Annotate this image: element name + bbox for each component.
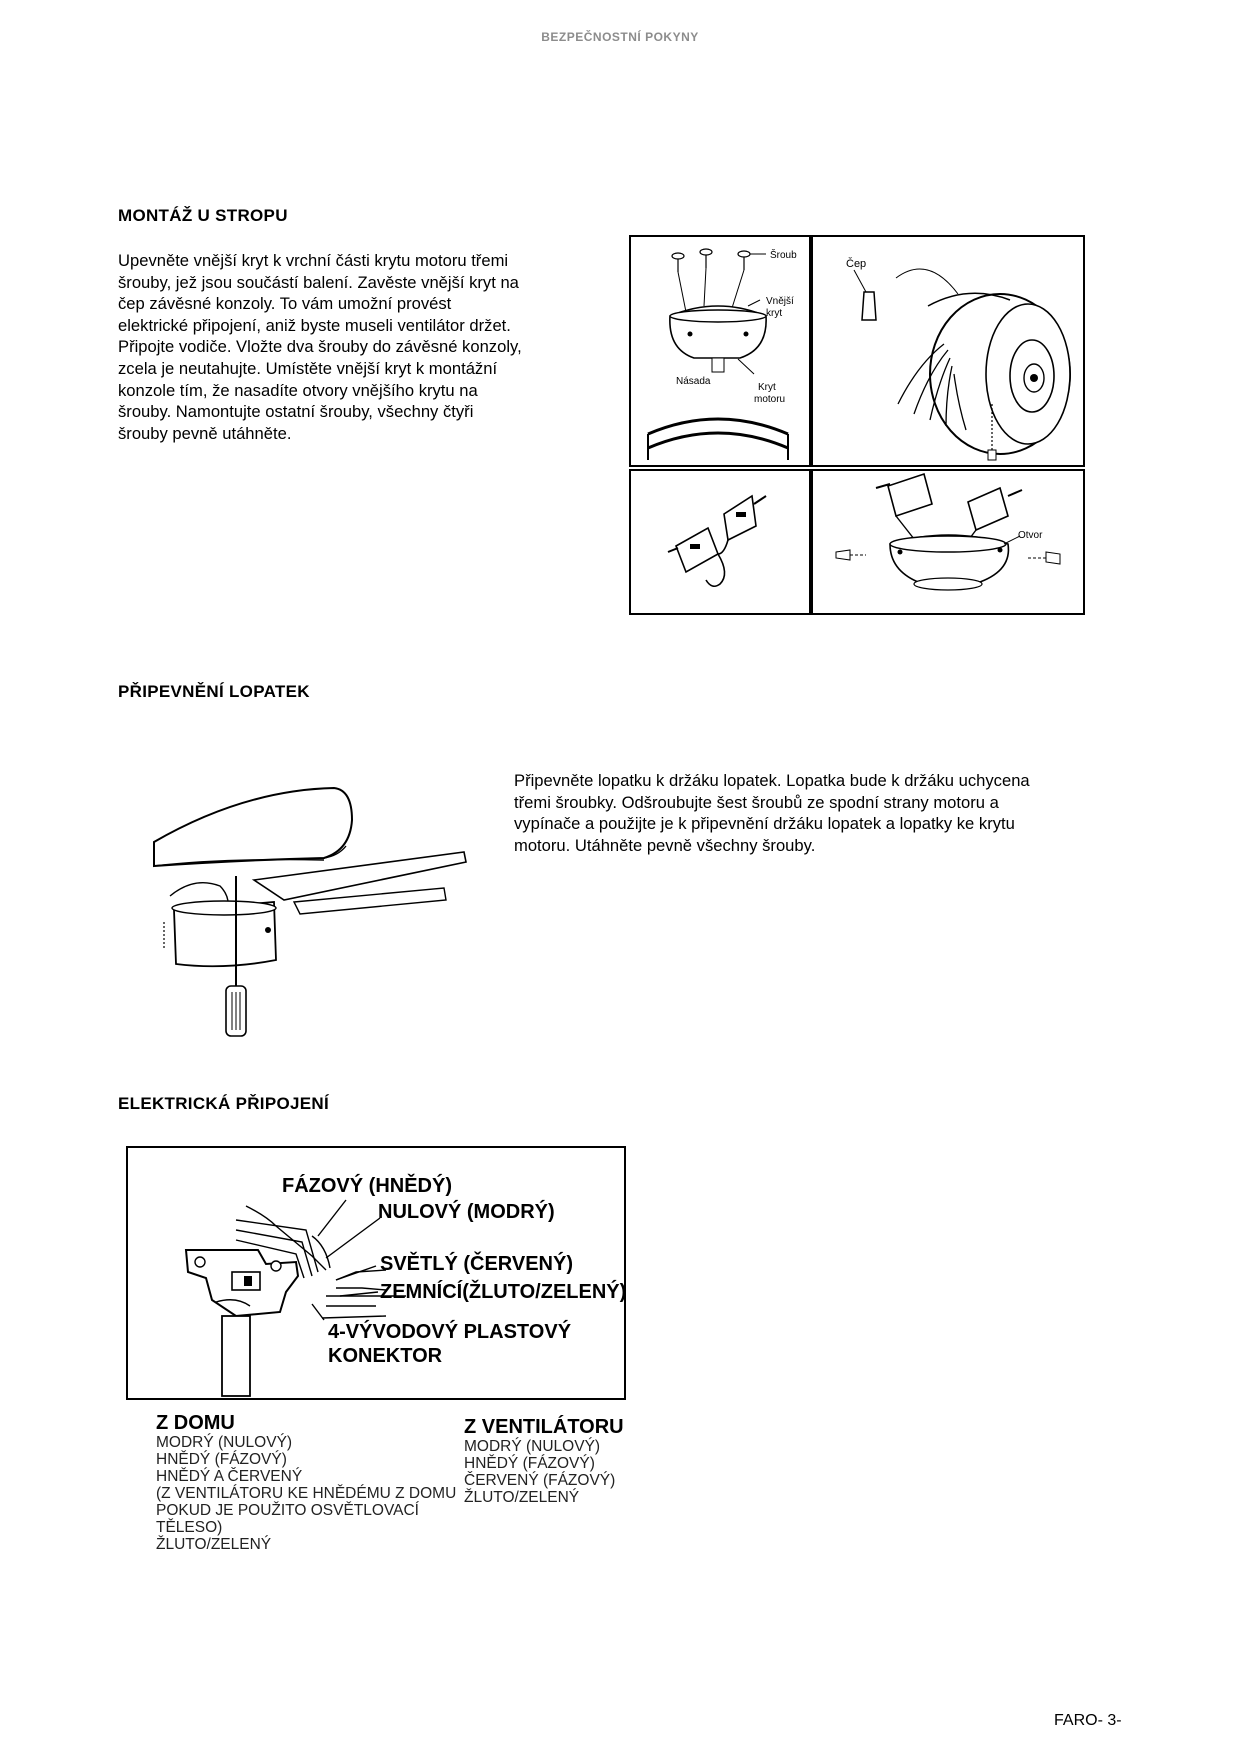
list-item: ČERVENÝ (FÁZOVÝ) [464,1472,616,1489]
label-neutral: NULOVÝ (MODRÝ) [378,1201,555,1223]
list-item: (Z VENTILÁTORU KE HNĚDÉMU Z DOMU [156,1485,457,1502]
label-connector: 4-VÝVODOVÝ PLASTOVÝ [328,1321,572,1343]
list-item: MODRÝ (NULOVÝ) [464,1438,601,1455]
from-fan-title: Z VENTILÁTORU [464,1416,624,1438]
label-outer-cover: kryt [766,308,783,319]
panel-mounting-holes [812,470,1084,614]
blade-attachment-text [514,770,1154,856]
list-item: MODRÝ (NULOVÝ) [156,1434,293,1451]
list-item: ŽLUTO/ZELENÝ [156,1536,272,1553]
panel-outer-cover [630,236,810,466]
label-motor-cover: Kryt [758,382,776,393]
label-light: SVĚTLÝ (ČERVENÝ) [380,1253,573,1275]
label-motor-cover: motoru [754,394,786,405]
wiring-diagram [126,1146,626,1400]
text-line: konzole tím, že nasadíte otvory vnějšího krytu na [118,380,478,400]
from-house-title: Z DOMU [156,1412,235,1434]
text-line: šrouby. Namontujte ostatní šrouby, všechny čtyři [118,402,474,422]
text-line: Upevněte vnější kryt k vrchní části krytu motoru třemi [118,251,509,270]
label-downrod: Násada [676,376,711,387]
list-item: POKUD JE POUŽITO OSVĚTLOVACÍ [156,1502,419,1519]
text-line: šrouby, jež jsou součástí balení. Zavěste vnější kryt na [118,272,519,292]
text-line: třemi šroubky. Odšroubujte šest šroubů ze spodní strany motoru a [514,792,999,812]
panel-bracket-screws [630,470,810,614]
text-line: vypínače a použijte je k připevnění držáku lopatek a lopatky ke krytu [514,814,1015,834]
label-ground: ZEMNÍCÍ(ŽLUTO/ZELENÝ) [380,1281,626,1303]
list-item: HNĚDÝ (FÁZOVÝ) [464,1455,595,1472]
label-hole: Otvor [1018,530,1043,541]
blade-attachment-figure [124,780,494,1040]
label-outer-cover: Vnější [766,296,794,307]
list-item: HNĚDÝ (FÁZOVÝ) [156,1451,287,1468]
text-line: Připevněte lopatku k držáku lopatek. Lopatka bude k držáku uchycena [514,771,1030,790]
list-item: HNĚDÝ A ČERVENÝ [156,1468,303,1485]
panel-hanging-pin [812,236,1084,466]
label-pin: Čep [846,258,867,270]
label-connector: KONEKTOR [328,1345,443,1367]
text-line: šrouby pevně utáhněte. [118,423,292,443]
text-line: elektrické připojení, aniž byste museli ventilátor držet. [118,315,511,335]
label-screw: Šroub [770,250,797,261]
section-heading-electrical: ELEKTRICKÁ PŘIPOJENÍ [118,1094,329,1113]
page-header: BEZPEČNOSTNÍ POKYNY [541,30,699,44]
ceiling-mount-figure [628,234,1088,616]
ceiling-mount-text [118,250,588,444]
label-phase: FÁZOVÝ (HNĚDÝ) [282,1175,452,1197]
section-heading-ceiling-mount: MONTÁŽ U STROPU [118,206,288,225]
text-line: čep závěsné konzoly. To vám umožní provést [118,294,452,314]
list-item: ŽLUTO/ZELENÝ [464,1489,580,1506]
page-number: FARO- 3- [1054,1712,1122,1729]
from-house-list [156,1412,456,1553]
section-heading-blade-attachment: PŘIPEVNĚNÍ LOPATEK [118,682,310,701]
text-line: Připojte vodiče. Vložte dva šrouby do závěsné konzoly, [118,337,522,357]
list-item: TĚLESO) [156,1519,223,1536]
from-fan-list [464,1416,724,1506]
text-line: zcela je neutahujte. Umístěte vnější kryt k montážní [118,358,498,378]
text-line: motoru. Utáhněte pevně všechny šrouby. [514,835,816,855]
